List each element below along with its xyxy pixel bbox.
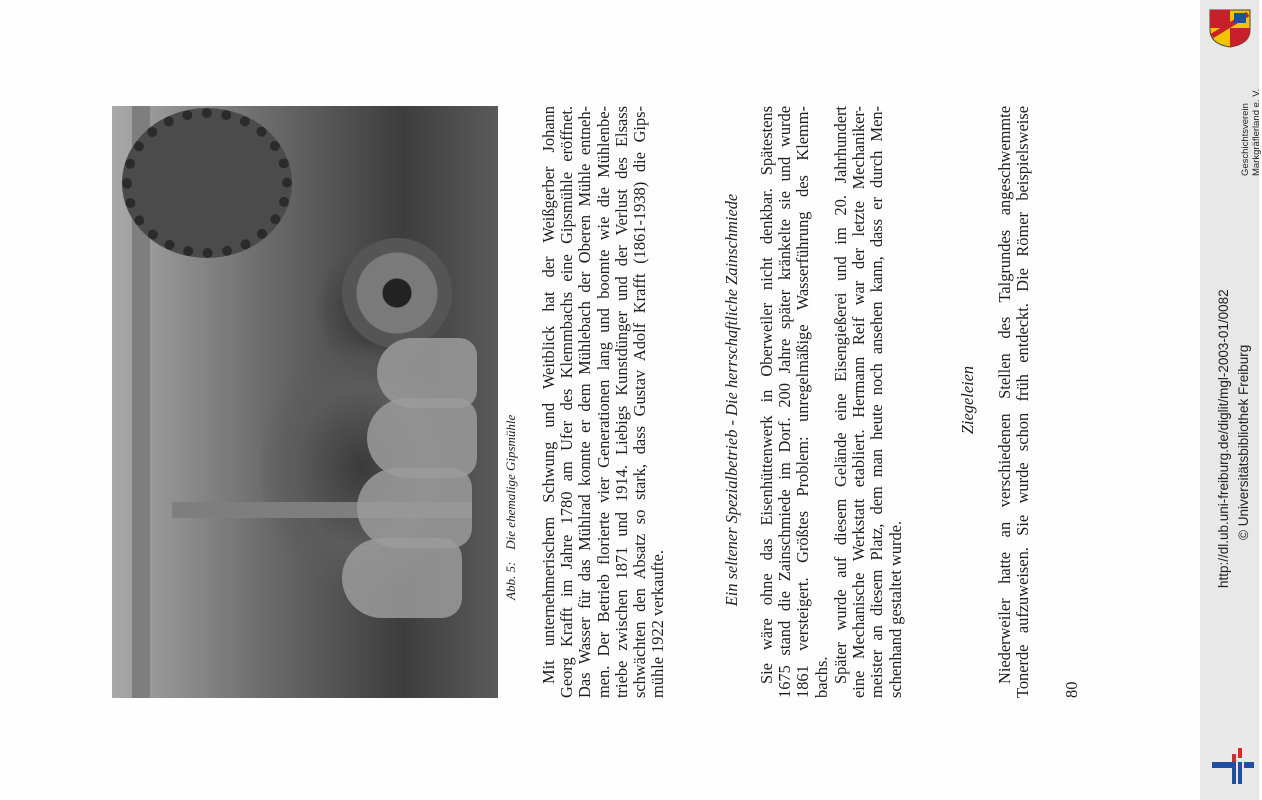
society-name-line2: Markgräflerland e. V. <box>1251 88 1262 176</box>
text-line: triebe zwischen 1871 und 1914. Liebigs Kunstdünger und der Verlust des Elsass <box>611 106 631 698</box>
caption-text: Die ehemalige Gipsmühle <box>503 414 518 550</box>
text-line: Mit unternehmerischem Schwung und Weitblick hat der Weißgerber Johann <box>539 106 558 684</box>
paragraph-ziegeleien <box>996 106 1032 698</box>
text-line: Niederweiler hatte an verschiedenen Stellen des Talgrundes angeschwemmte <box>995 106 1014 684</box>
university-library-logo-icon <box>1212 748 1254 784</box>
text-line: meister an diesem Platz, dem man heute noch ansehen kann, dass er durch Men- <box>867 106 887 698</box>
text-line: schenhand gestaltet wurde. <box>885 520 905 698</box>
text-line: Georg Krafft im Jahre 1780 am Ufer des Klemmbachs eine Gipsmühle eröffnet. <box>557 106 577 698</box>
text-line: Tonerde aufzuweisen. Sie wurde schon früh entdeckt. Die Römer beispielsweise <box>1013 106 1033 698</box>
text-line: Später wurde auf diesem Gelände eine Eisengießerei und im 20. Jahrhundert <box>831 106 850 684</box>
paragraph-gipsmuehle <box>540 106 667 698</box>
caption-number: Abb. 5: <box>503 561 518 600</box>
coat-of-arms-icon <box>1208 8 1252 48</box>
text-line: men. Der Betrieb florierte vier Generationen lang und boomte wie die Mühlenbe- <box>593 106 613 698</box>
figure-caption <box>503 415 519 600</box>
permalink-url[interactable]: http://dl.ub.uni-freiburg.de/diglit/mgl-2003-01/0082 <box>1216 289 1231 588</box>
copyright-notice: © Universitätsbibliothek Freiburg <box>1236 344 1251 540</box>
text-line: schwächten den Absatz so stark, dass Gustav Adolf Krafft (1861-1938) die Gips- <box>630 106 650 698</box>
text-line: Das Wasser für das Mühlrad konnte er dem Mühlebach der Oberen Mühle entneh- <box>575 106 595 698</box>
text-line: 1675 stand die Zainschmiede im Dorf. 200 Jahre später kränkelte sie und wurde <box>775 106 795 698</box>
text-line: eine Mechanische Werkstatt etabliert. Hermann Reif war der letzte Mechaniker- <box>849 106 869 698</box>
page-number: 80 <box>1062 681 1081 698</box>
text-line: 1861 versteigert. Größtes Problem: unregelmäßige Wasserführung des Klemm- <box>793 106 813 698</box>
section-heading-zainschmiede: Ein seltener Spezialbetrieb - Die herrschaftliche Zainschmiede <box>722 193 741 607</box>
society-name-line1: Geschichtsverein <box>1240 103 1251 176</box>
text-line: Sie wäre ohne das Eisenhüttenwerk in Oberweiler nicht denkbar. Spätestens <box>757 106 776 684</box>
gipsmuehle-photo <box>112 106 498 698</box>
text-line: mühle 1922 verkaufte. <box>648 550 668 698</box>
paragraph-zainschmiede <box>758 106 831 698</box>
section-heading-ziegeleien: Ziegeleien <box>958 365 977 435</box>
text-line: bachs. <box>811 656 831 698</box>
paragraph-eisengiesserei <box>832 106 905 698</box>
